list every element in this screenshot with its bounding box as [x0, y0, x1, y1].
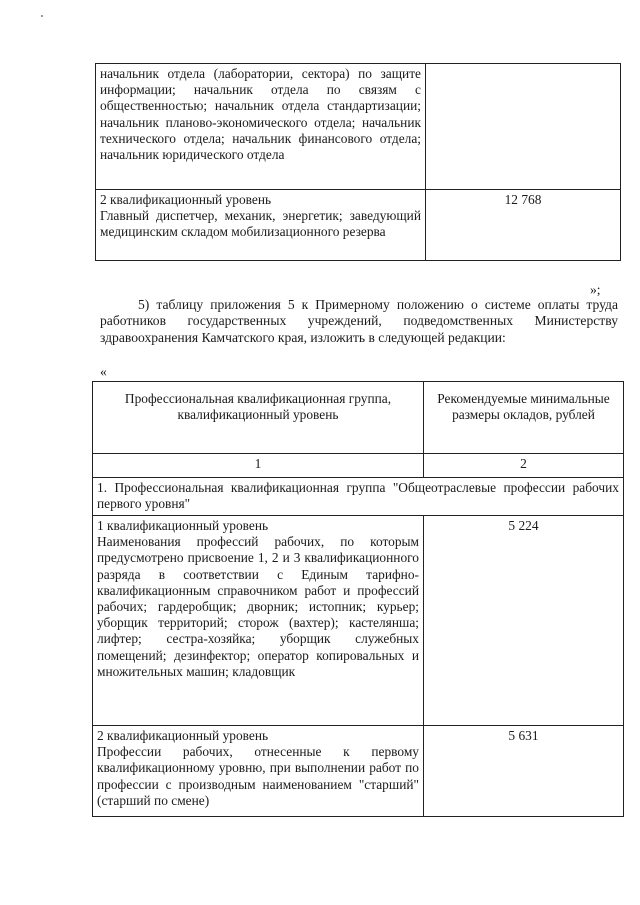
paragraph-text: 5) таблицу приложения 5 к Примерному положению о системе оплаты труда работников государственных учреждений, подведомственных Министерству здравоохранения Камчатского края, изложить в следующей редакции: — [100, 297, 618, 345]
level-title: 2 квалификационный уровень — [100, 192, 272, 207]
opening-quote: « — [100, 364, 107, 379]
table-row — [93, 516, 624, 726]
level-description: Профессии рабочих, отнесенные к первому квалификационному уровню, при выполнении работ по профессии с производным наименованием "старший" (старший по смене) — [97, 744, 419, 808]
salary-table — [92, 381, 624, 817]
salary-cell: 12 768 — [426, 190, 621, 261]
scan-mark — [41, 15, 43, 17]
level-cell — [93, 516, 424, 726]
table-row — [96, 190, 621, 261]
level-description: Наименования профессий рабочих, по которым предусмотрено присвоение 1, 2 и 3 квалификационного разряда в соответствии с Единым тарифно-квалификационным справочником работ и профессий рабочих; гардеробщик; дворник; истопник; курьер; уборщик территорий; сторож (вахтер); кастелянша; лифтер; сестра-хозяйка; уборщик служебных помещений; дезинфектор; оператор копировальных и множительных машин; кладовщик — [97, 534, 419, 679]
header-group-level: Профессиональная квалификационная группа, квалификационный уровень — [93, 382, 424, 454]
table-row — [93, 726, 624, 817]
salary-cell: 5 224 — [424, 516, 624, 726]
salary-table-continued — [95, 63, 621, 261]
table-header-row — [93, 382, 624, 454]
salary-cell — [426, 64, 621, 190]
column-number-row — [93, 454, 624, 478]
level-title: 1 квалификационный уровень — [97, 518, 269, 533]
level-cell — [93, 726, 424, 817]
group-row — [93, 478, 624, 516]
level-cell — [96, 190, 426, 261]
group-title: 1. Профессиональная квалификационная группа "Общеотраслевые профессии рабочих первого уровня" — [93, 478, 624, 516]
level-title: 2 квалификационный уровень — [97, 728, 269, 743]
level-description: Главный диспетчер, механик, энергетик; заведующий медицинским складом мобилизационного резерва — [100, 208, 421, 240]
salary-cell: 5 631 — [424, 726, 624, 817]
amendment-paragraph — [100, 297, 618, 346]
column-number-1: 1 — [93, 454, 424, 478]
closing-quote: »; — [590, 282, 601, 297]
column-number-2: 2 — [424, 454, 624, 478]
position-list-cell: начальник отдела (лаборатории, сектора) по защите информации; начальник отдела по связям с общественностью; начальник отдела стандартизации; начальник планово-экономического отдела; начальник технического отдела; начальник финансового отдела; начальник юридического отдела — [96, 64, 426, 190]
table-row — [96, 64, 621, 190]
header-salary: Рекомендуемые минимальные размеры окладов, рублей — [424, 382, 624, 454]
